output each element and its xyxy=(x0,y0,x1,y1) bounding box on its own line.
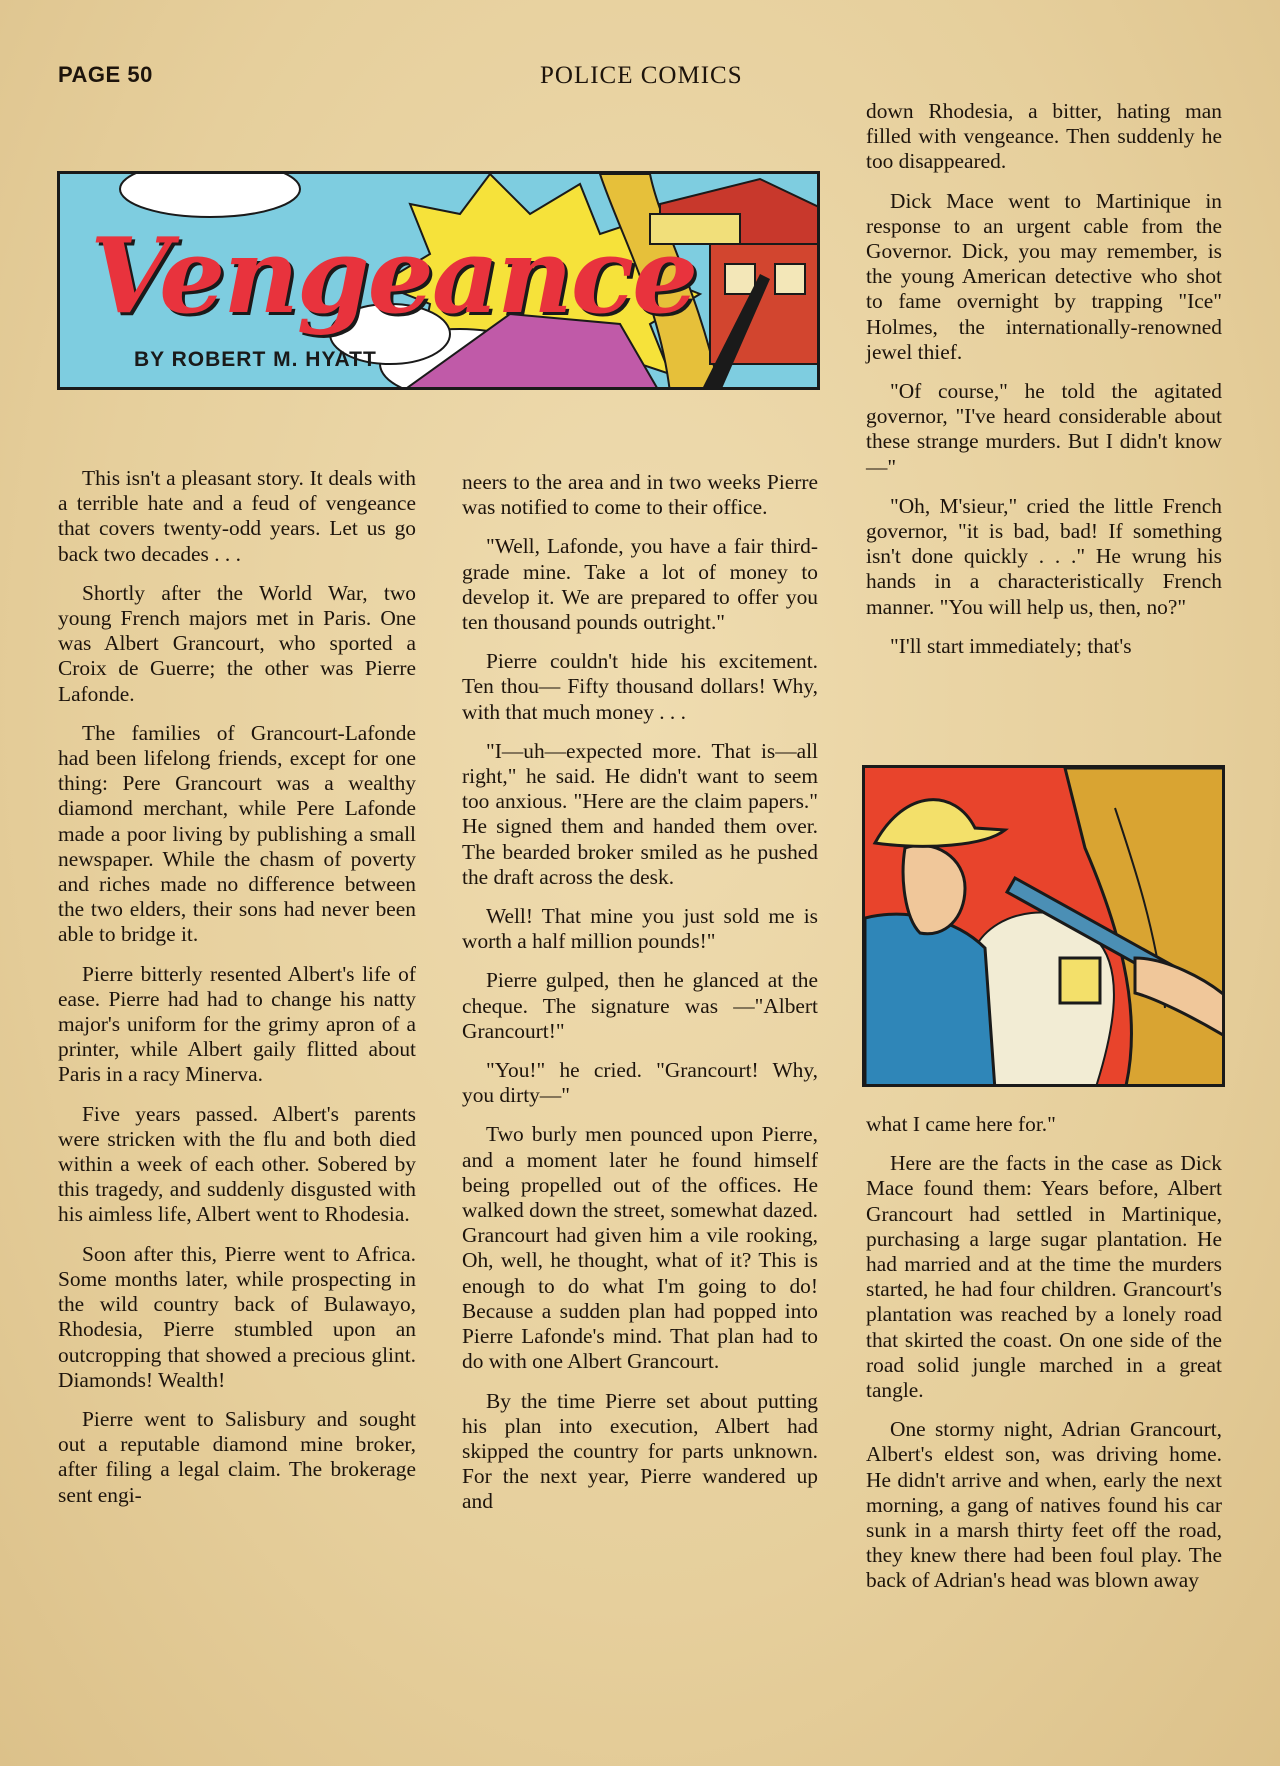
paragraph: "Well, Lafonde, you have a fair third-grade mine. Take a lot of money to develop it. We are prepared to offer you ten thousand pounds outright." xyxy=(462,534,818,635)
detective-illustration xyxy=(865,768,1225,1087)
paragraph: Pierre gulped, then he glanced at the cheque. The signature was —"Albert Grancourt!" xyxy=(462,968,818,1043)
paragraph: This isn't a pleasant story. It deals with a terrible hate and a feud of vengeance that covers twenty-odd years. Let us go back two decades . . . xyxy=(58,466,416,566)
illustration-panel xyxy=(862,765,1225,1087)
paragraph: Two burly men pounced upon Pierre, and a moment later he found himself being propelled out of the offices. He walked down the street, somewhat dazed. Grancourt had given him a vile rooking, Oh, well, he thought, what of it? This is enough to do what I'm going to do! Because a sudden plan had popped into Pierre Lafonde's mind. That plan had to do with one Albert Grancourt. xyxy=(462,1122,818,1374)
paragraph: Dick Mace went to Martinique in response to an urgent cable from the Governor. Dick, you may remember, is the young American detective who shot to fame overnight by trapping "Ice" Holmes, the internationally-renowned jewel thief. xyxy=(866,188,1222,364)
paragraph: By the time Pierre set about putting his plan into execution, Albert had skipped the country for parts unknown. For the next year, Pierre wandered up and xyxy=(462,1388,818,1514)
publication-title: POLICE COMICS xyxy=(540,62,743,89)
paragraph: Pierre bitterly resented Albert's life of ease. Pierre had had to change his natty major's uniform for the grimy apron of a printer, while Albert gaily flitted about Paris in a racy Minerva. xyxy=(58,961,416,1087)
paragraph: "Oh, M'sieur," cried the little French governor, "it is bad, bad! If something isn't done quickly . . ." He wrung his hands in a characteristically French manner. "You will help us, then, no?" xyxy=(866,493,1222,619)
paragraph: down Rhodesia, a bitter, hating man filled with vengeance. Then suddenly he too disappeared. xyxy=(866,99,1222,174)
paragraph: what I came here for." xyxy=(866,1112,1056,1136)
text-column-3-bottom xyxy=(866,1112,1222,1608)
paragraph: Soon after this, Pierre went to Africa. Some months later, while prospecting in the wild country back of Bulawayo, Rhodesia, Pierre stumbled upon an outcropping that showed a precious glint. Diamonds! Wealth! xyxy=(58,1241,416,1392)
text-column-3-top xyxy=(866,99,1222,673)
title-panel xyxy=(57,171,820,390)
paragraph: "I'll start immediately; that's xyxy=(890,633,1132,658)
paragraph: "Of course," he told the agitated governor, "I've heard considerable about these strange murders. But I didn't know—" xyxy=(866,379,1222,479)
byline: BY ROBERT M. HYATT xyxy=(134,348,377,371)
paragraph: Five years passed. Albert's parents were stricken with the flu and both died within a week of each other. Sobered by this tragedy, and suddenly disgusted with his aimless life, Albert went to Rhodesia. xyxy=(58,1101,416,1227)
paragraph: Shortly after the World War, two young French majors met in Paris. One was Albert Grancourt, who sported a Croix de Guerre; the other was Pierre Lafonde. xyxy=(58,580,416,706)
text-column-2 xyxy=(462,470,818,1529)
page-number: PAGE 50 xyxy=(58,62,153,87)
paragraph: "You!" he cried. "Grancourt! Why, you dirty—" xyxy=(462,1058,818,1108)
paragraph: One stormy night, Adrian Grancourt, Albert's eldest son, was driving home. He didn't arrive and when, early the next morning, a gang of natives found his car sunk in a marsh thirty feet off the road, they knew there had been foul play. The back of Adrian's head was blown away xyxy=(866,1417,1222,1593)
story-title: Vengeance xyxy=(90,214,697,337)
paragraph: Well! That mine you just sold me is worth a half million pounds!" xyxy=(462,904,818,954)
paragraph: Here are the facts in the case as Dick Mace found them: Years before, Albert Grancourt had settled in Martinique, purchasing a large sugar plantation. He had married and at the time the murders started, he had four children. Grancourt's plantation was reached by a lonely road that skirted the coast. On one side of the road solid jungle marched in a great tangle. xyxy=(866,1151,1222,1403)
paragraph: Pierre couldn't hide his excitement. Ten thou— Fifty thousand dollars! Why, with that much money . . . xyxy=(462,649,818,724)
paragraph: "I—uh—expected more. That is—all right," he said. He didn't want to seem too anxious. "Here are the claim papers." He signed them and handed them over. The bearded broker smiled as he pushed the draft across the desk. xyxy=(462,738,818,889)
paragraph: Pierre went to Salisbury and sought out a reputable diamond mine broker, after filing a legal claim. The brokerage sent engi- xyxy=(58,1406,416,1507)
paragraph: The families of Grancourt-Lafonde had been lifelong friends, except for one thing: Pere Grancourt was a wealthy diamond merchant, while Pere Lafonde made a poor living by publishing a small newspaper. While the chasm of poverty and riches made no difference between the two elders, their sons had never been able to bridge it. xyxy=(58,720,416,947)
paragraph: neers to the area and in two weeks Pierre was notified to come to their office. xyxy=(462,470,818,520)
text-column-1 xyxy=(58,466,416,1522)
